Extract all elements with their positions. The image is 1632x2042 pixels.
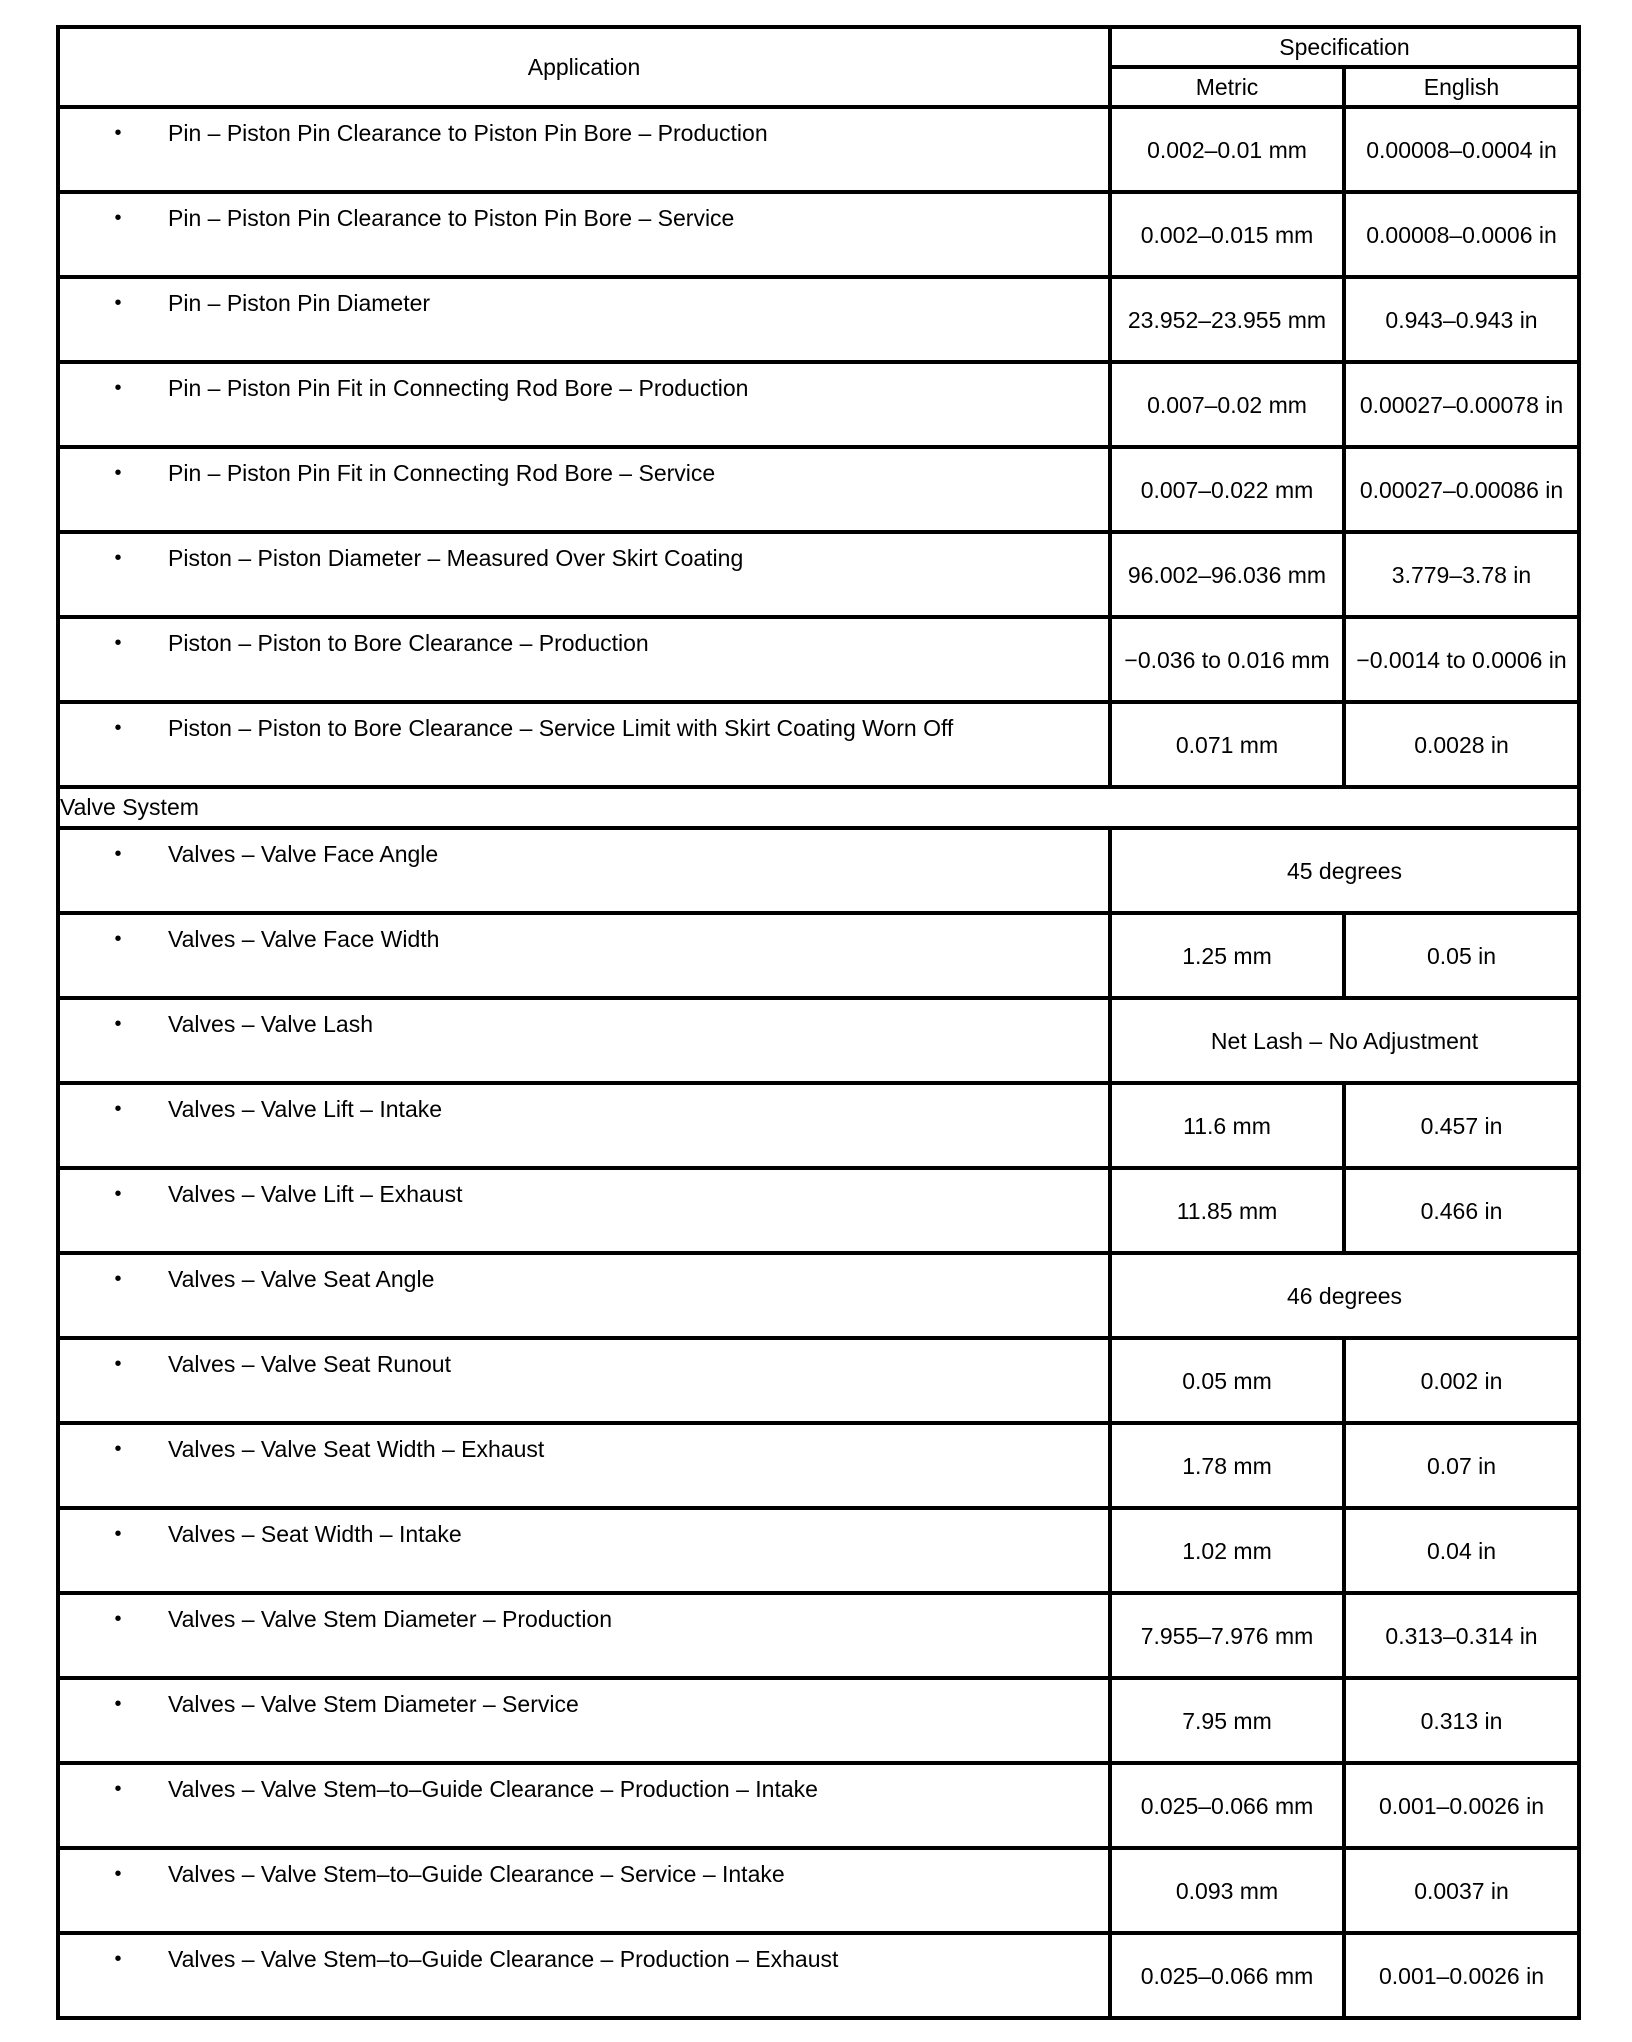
application-text: Valves – Valve Lift – Intake [168,1096,443,1122]
application-text: Valves – Valve Lash [168,1011,373,1037]
application-text: Pin – Piston Pin Clearance to Piston Pin Bore – Service [168,205,735,231]
metric-value: 0.071 mm [1110,702,1344,787]
metric-value: 0.002–0.015 mm [1110,192,1344,277]
table-row [58,1593,1579,1678]
table-row [58,192,1579,277]
english-value: 0.00008–0.0006 in [1344,192,1579,277]
table-row [58,828,1579,913]
bullet-icon: • [114,632,122,654]
application-cell [58,828,1110,913]
application-text: Valves – Valve Lift – Exhaust [168,1181,463,1207]
table-body [58,107,1579,2018]
application-text: Valves – Valve Seat Angle [168,1266,435,1292]
section-row [58,787,1579,828]
english-value: 0.457 in [1344,1083,1579,1168]
table-row [58,913,1579,998]
metric-value: 7.95 mm [1110,1678,1344,1763]
english-value: 0.313 in [1344,1678,1579,1763]
application-text: Valves – Valve Stem Diameter – Production [168,1606,613,1632]
bullet-icon: • [114,1438,122,1460]
bullet-icon: • [114,1948,122,1970]
bullet-icon: • [114,1863,122,1885]
english-value: 0.00008–0.0004 in [1344,107,1579,192]
english-value: 0.0037 in [1344,1848,1579,1933]
metric-value: 0.025–0.066 mm [1110,1933,1344,2018]
application-content [60,109,1108,147]
metric-value: 0.093 mm [1110,1848,1344,1933]
table-row [58,1933,1579,2018]
metric-value: 0.007–0.02 mm [1110,362,1344,447]
english-value: 0.002 in [1344,1338,1579,1423]
bullet-icon: • [114,377,122,399]
application-content [60,704,1108,742]
application-text: Valves – Seat Width – Intake [168,1521,462,1547]
application-cell [58,1678,1110,1763]
english-value: 0.00027–0.00078 in [1344,362,1579,447]
table-row [58,617,1579,702]
metric-value: 7.955–7.976 mm [1110,1593,1344,1678]
application-text: Pin – Piston Pin Fit in Connecting Rod Bore – Service [168,460,716,486]
application-cell [58,1933,1110,2018]
application-cell [58,998,1110,1083]
bullet-icon: • [114,1778,122,1800]
english-value: 0.04 in [1344,1508,1579,1593]
table-row [58,1508,1579,1593]
bullet-icon: • [114,547,122,569]
application-cell [58,1083,1110,1168]
metric-value: 11.6 mm [1110,1083,1344,1168]
application-text: Pin – Piston Pin Diameter [168,290,431,316]
application-cell [58,617,1110,702]
english-value: 0.00027–0.00086 in [1344,447,1579,532]
table-row [58,1253,1579,1338]
metric-value: 0.002–0.01 mm [1110,107,1344,192]
application-content [60,1680,1108,1718]
table-row [58,702,1579,787]
application-cell [58,192,1110,277]
application-content [60,1425,1108,1463]
english-value: 0.05 in [1344,913,1579,998]
application-cell [58,277,1110,362]
metric-value: 0.05 mm [1110,1338,1344,1423]
application-cell [58,447,1110,532]
table-row [58,277,1579,362]
application-cell [58,1593,1110,1678]
english-value: 0.001–0.0026 in [1344,1933,1579,2018]
bullet-icon: • [114,462,122,484]
application-content [60,279,1108,317]
table-row [58,1763,1579,1848]
application-cell [58,1848,1110,1933]
application-content [60,1085,1108,1123]
application-text: Valves – Valve Face Width [168,926,440,952]
specification-value: 45 degrees [1110,828,1579,913]
table-row [58,362,1579,447]
application-content [60,449,1108,487]
application-cell [58,1338,1110,1423]
bullet-icon: • [114,292,122,314]
application-content [60,194,1108,232]
application-text: Pin – Piston Pin Clearance to Piston Pin Bore – Production [168,120,768,146]
application-content [60,1255,1108,1293]
table-row [58,447,1579,532]
english-value: 0.943–0.943 in [1344,277,1579,362]
application-text: Valves – Valve Seat Runout [168,1351,451,1377]
metric-value: 1.02 mm [1110,1508,1344,1593]
bullet-icon: • [114,928,122,950]
application-text: Valves – Valve Stem–to–Guide Clearance – Production – Exhaust [168,1946,839,1972]
bullet-icon: • [114,207,122,229]
application-cell [58,107,1110,192]
application-content [60,830,1108,868]
english-header: English [1344,67,1579,107]
application-text: Pin – Piston Pin Fit in Connecting Rod Bore – Production [168,375,749,401]
application-cell [58,1508,1110,1593]
application-header: Application [58,27,1110,107]
english-value: 0.07 in [1344,1423,1579,1508]
bullet-icon: • [114,1013,122,1035]
table-row [58,1423,1579,1508]
bullet-icon: • [114,843,122,865]
application-text: Valves – Valve Stem Diameter – Service [168,1691,579,1717]
application-content [60,1340,1108,1378]
bullet-icon: • [114,1608,122,1630]
application-cell [58,1423,1110,1508]
english-value: 0.0028 in [1344,702,1579,787]
table-row [58,1338,1579,1423]
specification-value: Net Lash – No Adjustment [1110,998,1579,1083]
table-row [58,1848,1579,1933]
metric-value: 23.952–23.955 mm [1110,277,1344,362]
metric-value: 96.002–96.036 mm [1110,532,1344,617]
application-content [60,1170,1108,1208]
table-row [58,107,1579,192]
table-row [58,1678,1579,1763]
bullet-icon: • [114,1523,122,1545]
application-text: Valves – Valve Face Angle [168,841,439,867]
bullet-icon: • [114,1693,122,1715]
bullet-icon: • [114,717,122,739]
application-content [60,534,1108,572]
application-text: Valves – Valve Stem–to–Guide Clearance – Service – Intake [168,1861,785,1887]
english-value: −0.0014 to 0.0006 in [1344,617,1579,702]
bullet-icon: • [114,1353,122,1375]
metric-value: −0.036 to 0.016 mm [1110,617,1344,702]
application-cell [58,362,1110,447]
metric-value: 1.78 mm [1110,1423,1344,1508]
application-content [60,1850,1108,1888]
application-text: Valves – Valve Seat Width – Exhaust [168,1436,545,1462]
application-text: Valves – Valve Stem–to–Guide Clearance – Production – Intake [168,1776,818,1802]
specification-table [56,25,1581,2020]
application-content [60,1765,1108,1803]
table-row [58,532,1579,617]
metric-header: Metric [1110,67,1344,107]
bullet-icon: • [114,1183,122,1205]
table-row [58,1083,1579,1168]
application-content [60,1935,1108,1973]
english-value: 3.779–3.78 in [1344,532,1579,617]
application-content [60,1510,1108,1548]
metric-value: 1.25 mm [1110,913,1344,998]
metric-value: 0.025–0.066 mm [1110,1763,1344,1848]
application-content [60,1000,1108,1038]
specification-value: 46 degrees [1110,1253,1579,1338]
application-cell [58,702,1110,787]
application-cell [58,1253,1110,1338]
bullet-icon: • [114,1098,122,1120]
application-cell [58,913,1110,998]
application-content [60,364,1108,402]
bullet-icon: • [114,122,122,144]
table-row [58,998,1579,1083]
application-content [60,915,1108,953]
specification-header: Specification [1110,27,1579,67]
application-cell [58,1168,1110,1253]
section-title: Valve System [58,787,1579,828]
application-text: Piston – Piston to Bore Clearance – Production [168,630,649,656]
application-text: Piston – Piston to Bore Clearance – Service Limit with Skirt Coating Worn Off [168,715,954,741]
english-value: 0.001–0.0026 in [1344,1763,1579,1848]
english-value: 0.466 in [1344,1168,1579,1253]
header-row [58,27,1579,67]
metric-value: 11.85 mm [1110,1168,1344,1253]
application-content [60,1595,1108,1633]
metric-value: 0.007–0.022 mm [1110,447,1344,532]
bullet-icon: • [114,1268,122,1290]
application-cell [58,1763,1110,1848]
application-cell [58,532,1110,617]
application-text: Piston – Piston Diameter – Measured Over Skirt Coating [168,545,744,571]
application-content [60,619,1108,657]
table-row [58,1168,1579,1253]
english-value: 0.313–0.314 in [1344,1593,1579,1678]
